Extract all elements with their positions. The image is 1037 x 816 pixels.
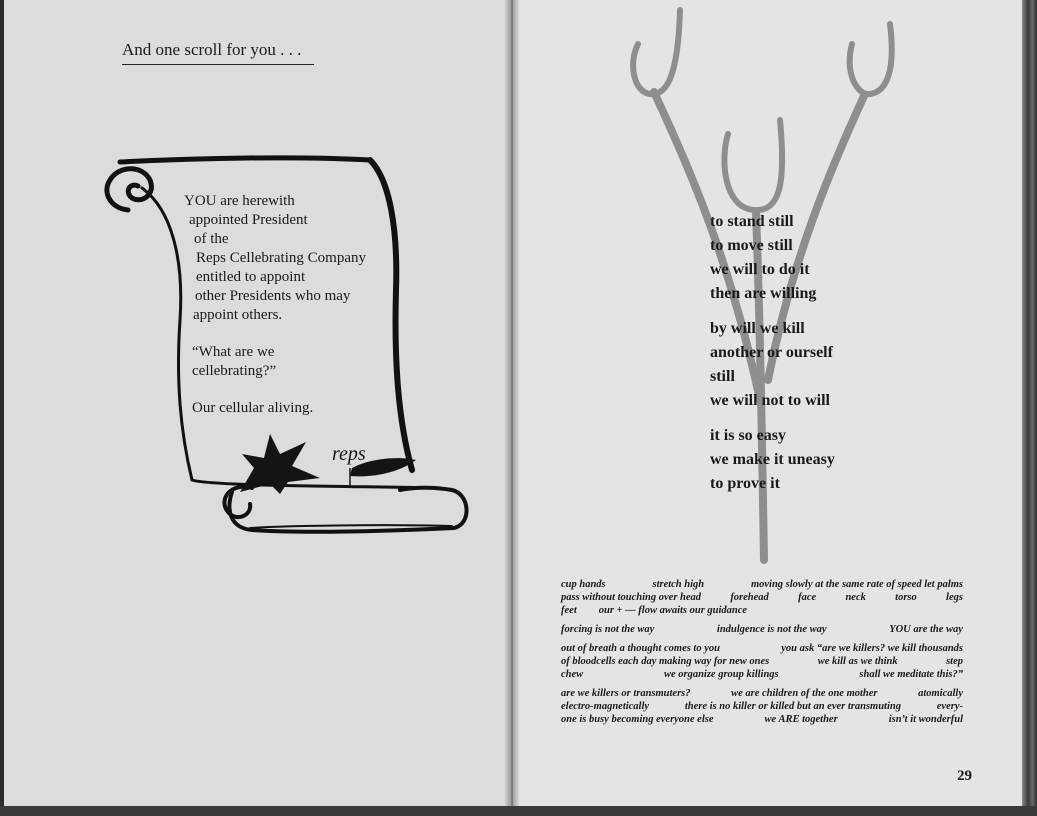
prose-phrase: shall we meditate this?” [859, 669, 963, 680]
book-gutter [505, 0, 519, 808]
scroll-line: other Presidents who may [195, 288, 351, 304]
prose-row [561, 687, 963, 700]
scroll-line: entitled to appoint [196, 269, 306, 285]
prose-phrase: are we killers or transmuters? [561, 688, 691, 699]
prose-row [561, 623, 963, 636]
prose-phrase: pass without touching over head [561, 592, 702, 603]
poem-line: by will we kill [710, 320, 805, 337]
page-edge [1022, 0, 1037, 816]
prose-phrase: step [946, 656, 963, 667]
prose-phrase: isn’t it wonderful [888, 714, 963, 725]
poem-line: to move still [710, 237, 793, 254]
prose-row [561, 655, 963, 668]
prose-phrase: stretch high [652, 579, 705, 590]
poem-line: to stand still [710, 213, 794, 230]
scroll-line: Reps Cellebrating Company [196, 250, 366, 266]
prose-phrase: torso [895, 592, 917, 603]
prose-phrase: moving slowly at the same rate of speed let palms [750, 579, 963, 590]
poem-line: then are willing [710, 285, 817, 302]
poem-line: we make it uneasy [710, 451, 835, 468]
prose-phrase: neck [845, 592, 866, 603]
prose-phrase: out of breath a thought comes to you [561, 643, 720, 654]
scroll-answer: Our cellular aliving. [192, 400, 314, 416]
prose-phrase: we kill as we think [817, 656, 898, 667]
poem-line: still [710, 368, 735, 385]
scroll-question: “What are we [192, 344, 275, 360]
prose-phrase: forcing is not the way [561, 624, 655, 635]
scroll-line: appoint others. [193, 307, 283, 323]
poem-line: we will to do it [710, 261, 810, 278]
prose-phrase: indulgence is not the way [716, 624, 827, 635]
prose-block [561, 578, 963, 726]
poem-line: another or ourself [710, 344, 833, 361]
prose-phrase: we organize group killings [663, 669, 779, 680]
scroll-line: appointed President [189, 212, 308, 228]
poem-line: to prove it [710, 475, 780, 492]
prose-phrase: cup hands [561, 579, 606, 590]
prose-phrase: every- [936, 701, 963, 712]
signature-stamp [330, 438, 420, 488]
prose-row [561, 700, 963, 713]
poem [710, 210, 910, 496]
prose-phrase: forehead [730, 592, 769, 603]
prose-phrase: you ask “are we killers? we kill thousands [781, 643, 963, 654]
prose-row [561, 642, 963, 655]
prose-row [561, 668, 963, 681]
scroll-text [184, 192, 404, 418]
prose-row [561, 578, 963, 591]
leaf-icon [236, 432, 326, 496]
scroll-line: YOU are herewith [184, 193, 295, 209]
scroll-question: cellebrating?” [192, 363, 277, 379]
prose-phrase: atomically [918, 688, 963, 699]
prose-phrase: we are children of the one mother [731, 688, 878, 699]
signature-text: reps [332, 443, 366, 465]
poem-line: we will not to will [710, 392, 830, 409]
prose-phrase: feet [561, 605, 577, 616]
prose-phrase: chew [561, 669, 584, 680]
bottom-edge [0, 806, 1037, 816]
prose-row [561, 604, 963, 617]
prose-phrase: our + — flow awaits our guidance [598, 605, 748, 616]
prose-phrase: face [798, 592, 817, 603]
prose-phrase: one is busy becoming everyone else [561, 714, 714, 725]
prose-row [561, 591, 963, 604]
poem-line: it is so easy [710, 427, 786, 444]
scroll-line: of the [194, 231, 229, 247]
page-number: 29 [957, 768, 972, 784]
prose-phrase: of bloodcells each day making way for new ones [561, 656, 770, 667]
prose-phrase: there is no killer or killed but an ever transmuting [684, 701, 901, 712]
prose-phrase: we ARE together [764, 714, 838, 725]
prose-phrase: electro-magnetically [561, 701, 650, 712]
prose-phrase: YOU are the way [889, 624, 963, 635]
scroll-heading: And one scroll for you . . . [122, 40, 314, 65]
prose-row [561, 713, 963, 726]
prose-phrase: legs [946, 592, 963, 603]
